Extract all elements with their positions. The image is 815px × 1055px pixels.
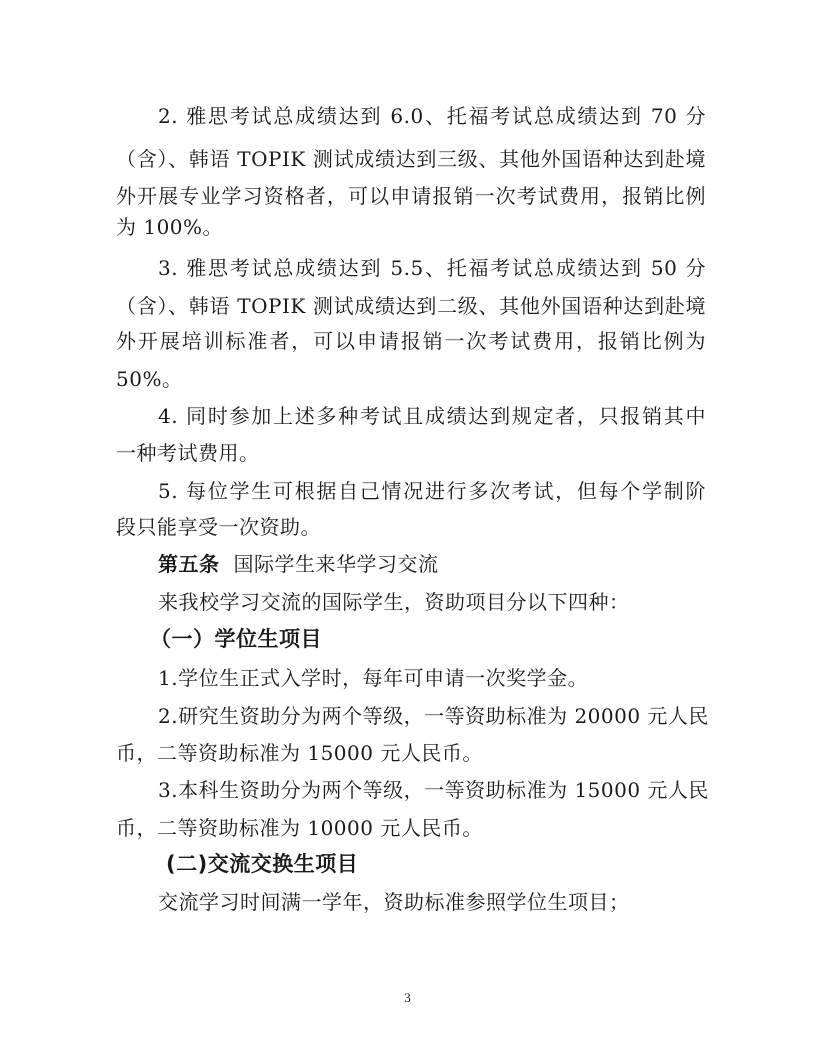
paragraph-line: 50%。 [116,367,183,391]
article-heading-line [158,552,706,576]
paragraph-line: 一种考试费用。 [116,441,260,465]
section-heading: （一）学位生项目 [150,627,322,651]
article-intro: 来我校学习交流的国际学生，资助项目分以下四种： [158,590,630,614]
paragraph-line: 为 100%。 [116,215,224,239]
paragraph-line: 交流学习时间满一学年，资助标准参照学位生项目； [158,890,630,914]
paragraph-line: 4. 同时参加上述多种考试且成绩达到规定者，只报销其中 [158,404,706,428]
paragraph-line: （含）、韩语 TOPIK 测试成绩达到二级、其他外国语种达到赴境 [116,294,706,318]
paragraph-line: （含）、韩语 TOPIK 测试成绩达到三级、其他外国语种达到赴境 [116,147,706,171]
paragraph-line: 5. 每位学生可根据自己情况进行多次考试，但每个学制阶 [158,479,706,503]
paragraph-line: 3.本科生资助分为两个等级，一等资助标准为 15000 元人民 [158,778,709,802]
paragraph-line: 外开展专业学习资格者，可以申请报销一次考试费用，报销比例 [116,184,706,208]
paragraph-line: 币，二等资助标准为 10000 元人民币。 [116,816,483,840]
paragraph-line: 2. 雅思考试总成绩达到 6.0、托福考试总成绩达到 70 分 [158,104,706,128]
article-title: 国际学生来华学习交流 [233,552,439,576]
paragraph-line: 3. 雅思考试总成绩达到 5.5、托福考试总成绩达到 50 分 [158,256,706,280]
page-number: 3 [404,990,411,1005]
article-number: 第五条 [158,552,220,576]
paragraph-line: 2.研究生资助分为两个等级，一等资助标准为 20000 元人民 [158,704,709,728]
paragraph-line: 外开展培训标准者，可以申请报销一次考试费用，报销比例为 [116,329,706,353]
section-heading: (二)交流交换生项目 [166,852,359,876]
paragraph-line: 币，二等资助标准为 15000 元人民币。 [116,741,483,765]
paragraph-line: 段只能享受一次资助。 [116,515,321,539]
paragraph-line: 1.学位生正式入学时，每年可申请一次奖学金。 [158,666,589,690]
